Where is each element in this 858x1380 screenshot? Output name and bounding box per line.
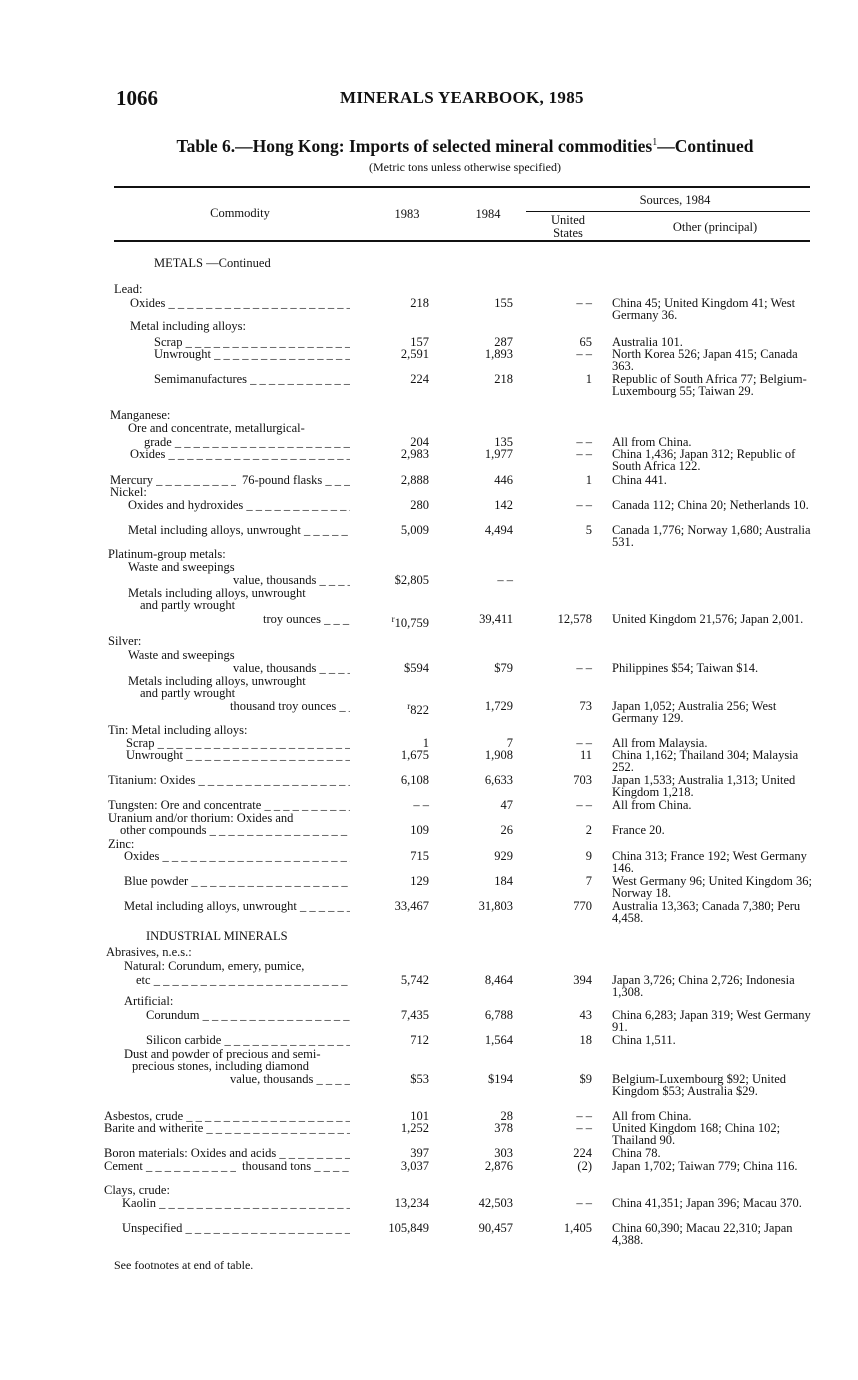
value-1984: 155	[494, 296, 513, 310]
value-united-states: – –	[576, 736, 592, 750]
commodity-label: Dust and powder of precious and semi-	[124, 1048, 321, 1061]
value-other-principal: France 20.	[612, 823, 665, 837]
row-label-wrap	[122, 1197, 350, 1210]
footnote: See footnotes at end of table.	[114, 1258, 254, 1272]
value-united-states: 1,405	[563, 1221, 592, 1235]
table-row	[0, 748, 858, 774]
row-label-wrap	[110, 486, 520, 499]
commodity-label: Mercury _ _ _	[110, 474, 236, 487]
row-label-wrap	[122, 1222, 350, 1235]
table-title: Table 6.—Hong Kong: Imports of selected mineral commodities$^1$—Continued	[176, 136, 754, 156]
value-1983: 5,742	[400, 973, 429, 987]
commodity-label: Tungsten: Ore and concentrate _ _ _	[108, 799, 350, 812]
table-row	[0, 635, 858, 649]
commodity-label: Artificial:	[124, 995, 174, 1008]
value-1983: 397	[410, 1146, 429, 1160]
value-other-principal: United Kingdom 21,576; Japan 2,001.	[612, 612, 804, 626]
table-row	[0, 523, 858, 549]
row-label-wrap	[104, 1122, 350, 1135]
value-1984: 303	[494, 1146, 513, 1160]
value-1984: 1,977	[484, 447, 513, 461]
value-1984: 6,633	[484, 773, 513, 787]
value-1984: – –	[497, 573, 513, 587]
value-other-principal: Republic of South Africa 77; Belgium-Luxembourg 55; Taiwan 29.	[612, 372, 807, 398]
revised-value: 822	[410, 703, 429, 718]
row-label-wrap	[108, 799, 350, 812]
table-row	[0, 283, 858, 297]
value-1984: 1,564	[484, 1033, 513, 1047]
row-label-wrap	[104, 1184, 520, 1197]
rule-sources	[526, 211, 810, 212]
row-label-wrap	[146, 1009, 350, 1022]
value-1984: 218	[494, 372, 513, 386]
commodity-label: Metals including alloys, unwrought	[128, 675, 306, 688]
value-1983: $594	[404, 661, 429, 675]
value-united-states: $9	[579, 1072, 592, 1086]
value-united-states: – –	[576, 498, 592, 512]
commodity-label: and partly wrought	[140, 599, 236, 612]
table-row	[0, 899, 858, 925]
row-label-wrap	[230, 700, 350, 713]
row-label-wrap	[136, 974, 350, 987]
value-other-principal: Japan 3,726; China 2,726; Indonesia 1,308.	[612, 973, 795, 999]
value-other-principal: China 1,162; Thailand 304; Malaysia 252.	[612, 748, 799, 774]
commodity-label: Asbestos, crude _ _ _	[104, 1110, 350, 1123]
value-1983: 33,467	[394, 899, 429, 913]
section-metals: METALS —Continued	[154, 256, 271, 270]
row-label-wrap	[108, 724, 520, 737]
table-row	[0, 372, 858, 398]
value-1983: 224	[410, 372, 429, 386]
commodity-label: troy ounces _ _ _	[263, 613, 350, 626]
commodity-label: Oxides _ _ _	[130, 448, 350, 461]
commodity-label: Oxides _ _ _	[124, 850, 350, 863]
row-label-wrap	[154, 348, 350, 361]
value-other-principal: China 6,283; Japan 319; West Germany 91.	[612, 1008, 811, 1034]
value-1983: 6,108	[400, 773, 429, 787]
value-1984: 39,411	[479, 612, 513, 626]
row-label-wrap	[124, 875, 350, 888]
table-row	[0, 447, 858, 473]
value-1983: 105,849	[388, 1221, 429, 1235]
row-label-wrap	[130, 320, 520, 333]
revised-marker: r	[391, 614, 395, 624]
page-number: 1066	[116, 86, 158, 110]
value-1983	[407, 700, 429, 717]
table-row	[0, 824, 858, 838]
commodity-label: Metal including alloys, unwrought _ _ _	[124, 900, 350, 913]
table-row	[0, 849, 858, 875]
value-united-states: 11	[579, 748, 592, 762]
table-row	[0, 995, 858, 1009]
value-1984: 929	[494, 849, 513, 863]
table-row	[0, 548, 858, 562]
value-1984: 31,803	[478, 899, 513, 913]
commodity-label: Scrap _ _ _	[126, 737, 350, 750]
value-1983: 109	[410, 823, 429, 837]
row-label-wrap	[140, 687, 520, 700]
value-1984: 26	[500, 823, 513, 837]
value-1984: 446	[494, 473, 513, 487]
value-1984: 42,503	[478, 1196, 513, 1210]
commodity-label: precious stones, including diamond	[132, 1060, 310, 1073]
commodity-label: Nickel:	[110, 486, 147, 499]
commodity-label: Waste and sweepings	[128, 649, 235, 662]
commodity-label: value, thousands _ _ _	[233, 574, 350, 587]
row-label-wrap	[128, 499, 350, 512]
value-other-principal: Belgium-Luxembourg $92; United Kingdom $53; Australia $29.	[612, 1072, 787, 1098]
table-row	[0, 1197, 858, 1211]
value-other-principal: China 313; France 192; West Germany 146.	[612, 849, 807, 875]
value-1984: 287	[494, 335, 513, 349]
value-other-principal: China 1,436; Japan 312; Republic of South Africa 122.	[612, 447, 796, 473]
value-1984: 135	[494, 435, 513, 449]
value-1983: 3,037	[400, 1159, 429, 1173]
commodity-label: Oxides and hydroxides _ _ _	[128, 499, 350, 512]
rule-header-bottom	[114, 240, 810, 242]
value-1984: 7	[506, 736, 513, 750]
row-label-wrap	[128, 422, 520, 435]
value-1983: 280	[410, 498, 429, 512]
table-row	[0, 1034, 858, 1048]
table-row	[0, 612, 858, 631]
value-1984: 28	[500, 1109, 513, 1123]
table-row	[0, 699, 858, 725]
value-other-principal: Japan 1,702; Taiwan 779; China 116.	[612, 1159, 798, 1173]
row-label-wrap	[108, 635, 520, 648]
unit-label-wrap	[242, 1160, 350, 1173]
value-united-states: 224	[573, 1146, 592, 1160]
value-1983: 204	[410, 435, 429, 449]
row-label-wrap	[130, 297, 350, 310]
table-row	[0, 662, 858, 676]
header-1983: 1983	[394, 207, 420, 221]
row-label-wrap	[124, 995, 520, 1008]
section-industrial: INDUSTRIAL MINERALS	[146, 929, 288, 943]
value-1983: 5,009	[400, 523, 429, 537]
value-united-states: 9	[585, 849, 592, 863]
table-row	[0, 499, 858, 513]
row-label-wrap	[128, 561, 520, 574]
commodity-label: Corundum _ _ _	[146, 1009, 350, 1022]
value-other-principal: United Kingdom 168; China 102; Thailand 90.	[612, 1121, 781, 1147]
table-subtitle: (Metric tons unless otherwise specified)	[369, 160, 561, 174]
commodity-label: Cement _ _ _	[104, 1160, 236, 1173]
value-united-states: 5	[585, 523, 592, 537]
table-row	[0, 773, 858, 799]
value-1983: 1,252	[400, 1121, 429, 1135]
commodity-label: Kaolin _ _ _	[122, 1197, 350, 1210]
value-united-states: – –	[576, 661, 592, 675]
value-united-states: 73	[579, 699, 592, 713]
value-other-principal: Australia 101.	[612, 335, 683, 349]
table-row	[0, 296, 858, 322]
value-1983: 157	[410, 335, 429, 349]
commodity-label: Metals including alloys, unwrought	[128, 587, 306, 600]
value-other-principal: China 41,351; Japan 396; Macau 370.	[612, 1196, 802, 1210]
commodity-label: value, thousands _ _ _	[233, 662, 350, 675]
running-head: MINERALS YEARBOOK, 1985	[340, 88, 584, 107]
value-1983: 13,234	[394, 1196, 429, 1210]
rule-top	[114, 186, 810, 188]
row-label-wrap	[230, 1073, 350, 1086]
row-label-wrap	[146, 1034, 350, 1047]
value-1983: 7,435	[400, 1008, 429, 1022]
value-1983: – –	[413, 798, 429, 812]
commodity-label: Tin: Metal including alloys:	[108, 724, 248, 737]
value-1984: 184	[494, 874, 513, 888]
title-footnote-ref: 1	[652, 137, 658, 149]
header-commodity: Commodity	[210, 206, 270, 220]
commodity-label: Blue powder _ _ _	[124, 875, 350, 888]
table-row	[0, 422, 858, 436]
value-1983: 218	[410, 296, 429, 310]
commodity-label: Lead:	[114, 283, 143, 296]
value-united-states: – –	[576, 1109, 592, 1123]
commodity-label: value, thousands _ _ _	[230, 1073, 350, 1086]
commodity-label: Scrap _ _ _	[154, 336, 350, 349]
value-united-states: – –	[576, 1121, 592, 1135]
value-united-states: 703	[573, 773, 592, 787]
value-other-principal: Australia 13,363; Canada 7,380; Peru 4,458.	[612, 899, 801, 925]
value-other-principal: Japan 1,533; Australia 1,313; United Kingdom 1,218.	[612, 773, 796, 799]
commodity-label: Semimanufactures _ _ _	[154, 373, 350, 386]
row-label-wrap	[233, 662, 350, 675]
table-row	[0, 946, 858, 960]
row-label-wrap	[154, 373, 350, 386]
commodity-label: Oxides _ _ _	[130, 297, 350, 310]
value-1984: 47	[500, 798, 513, 812]
value-1983: $2,805	[394, 573, 429, 587]
commodity-label: Unspecified _ _ _	[122, 1222, 350, 1235]
value-united-states: – –	[576, 798, 592, 812]
commodity-label: and partly wrought	[140, 687, 236, 700]
table-row	[0, 799, 858, 813]
value-1983: 2,983	[400, 447, 429, 461]
commodity-label: Unwrought _ _ _	[154, 348, 350, 361]
commodity-label: etc _ _ _	[136, 974, 350, 987]
row-label-wrap	[124, 900, 350, 913]
revised-marker: r	[407, 701, 411, 711]
row-label-wrap	[106, 946, 520, 959]
table-row	[0, 1160, 858, 1174]
row-label-wrap	[126, 749, 350, 762]
value-1983: 715	[410, 849, 429, 863]
commodity-label: Waste and sweepings	[128, 561, 235, 574]
value-1983: 1,675	[400, 748, 429, 762]
table-row	[0, 320, 858, 334]
value-other-principal: North Korea 526; Japan 415; Canada 363.	[612, 347, 798, 373]
value-1984: 8,464	[484, 973, 513, 987]
value-1984: $79	[494, 661, 513, 675]
value-other-principal: West Germany 96; United Kingdom 36; Norway 18.	[612, 874, 813, 900]
table-row	[0, 724, 858, 738]
table-row	[0, 1121, 858, 1147]
value-united-states: – –	[576, 435, 592, 449]
table-row	[0, 574, 858, 588]
row-label-wrap	[124, 850, 350, 863]
table-row	[0, 347, 858, 373]
row-label-wrap	[130, 448, 350, 461]
value-other-principal: Philippines $54; Taiwan $14.	[612, 661, 759, 675]
value-1983	[392, 613, 429, 630]
value-1984: 6,788	[484, 1008, 513, 1022]
value-1983: 1	[422, 736, 429, 750]
unit-label: 76-pound flasks _ _ _	[242, 474, 350, 487]
value-united-states: 1	[585, 372, 592, 386]
commodity-label: Barite and witherite _ _ _	[104, 1122, 350, 1135]
value-united-states: – –	[576, 1196, 592, 1210]
table-row	[0, 599, 858, 613]
commodity-label: Titanium: Oxides _ _ _	[108, 774, 350, 787]
table-row	[0, 973, 858, 999]
commodity-label: Ore and concentrate, metallurgical-	[128, 422, 305, 435]
table-row	[0, 1072, 858, 1098]
row-label-wrap	[124, 960, 520, 973]
table-row	[0, 409, 858, 423]
commodity-label: Metal including alloys:	[130, 320, 246, 333]
value-other-principal: China 60,390; Macau 22,310; Japan 4,388.	[612, 1221, 793, 1247]
header-sources: Sources, 1984	[639, 193, 711, 207]
value-united-states: – –	[576, 347, 592, 361]
value-other-principal: All from China.	[612, 435, 692, 449]
row-label-wrap	[233, 574, 350, 587]
row-label-wrap	[128, 649, 520, 662]
commodity-label: Metal including alloys, unwrought _ _ _	[128, 524, 350, 537]
row-label-wrap	[140, 599, 520, 612]
value-1984: 2,876	[484, 1159, 513, 1173]
row-label-wrap	[108, 774, 350, 787]
value-other-principal: All from China.	[612, 1109, 692, 1123]
revised-value: 10,759	[394, 616, 429, 631]
commodity-label: Zinc:	[108, 838, 135, 851]
commodity-label: Uranium and/or thorium: Oxides and	[108, 812, 294, 825]
value-other-principal: China 441.	[612, 473, 667, 487]
value-united-states: 12,578	[557, 612, 592, 626]
value-other-principal: Canada 112; China 20; Netherlands 10.	[612, 498, 809, 512]
table-row	[0, 874, 858, 900]
value-1984: 378	[494, 1121, 513, 1135]
value-other-principal: All from China.	[612, 798, 692, 812]
commodity-label: Manganese:	[110, 409, 171, 422]
value-1984: $194	[488, 1072, 513, 1086]
table-row	[0, 1221, 858, 1247]
value-united-states: – –	[576, 296, 592, 310]
value-united-states: 1	[585, 473, 592, 487]
value-united-states: 65	[579, 335, 592, 349]
header-1984: 1984	[475, 207, 501, 221]
row-label-wrap	[104, 1147, 350, 1160]
value-united-states: 7	[585, 874, 592, 888]
row-label-wrap	[128, 524, 350, 537]
value-united-states: 2	[585, 823, 592, 837]
value-1984: 1,908	[484, 748, 513, 762]
value-other-principal: Canada 1,776; Norway 1,680; Australia 531.	[612, 523, 811, 549]
value-1984: 142	[494, 498, 513, 512]
row-label-wrap	[110, 409, 520, 422]
commodity-label: Platinum-group metals:	[108, 548, 226, 561]
table-row	[0, 1008, 858, 1034]
header-united-states: United States	[550, 213, 586, 240]
value-united-states: 18	[579, 1033, 592, 1047]
row-label-wrap	[132, 1060, 520, 1073]
commodity-label: Silver:	[108, 635, 142, 648]
header-other-principal: Other (principal)	[672, 220, 758, 234]
value-1983: 712	[410, 1033, 429, 1047]
row-label-wrap	[114, 283, 520, 296]
commodity-label: Abrasives, n.e.s.:	[106, 946, 192, 959]
commodity-label: thousand troy ounces _ _ _	[230, 700, 350, 713]
value-other-principal: All from Malaysia.	[612, 736, 708, 750]
value-united-states: 43	[579, 1008, 592, 1022]
table-row	[0, 561, 858, 575]
value-1984: 1,729	[484, 699, 513, 713]
commodity-label: Boron materials: Oxides and acids _ _ _	[104, 1147, 350, 1160]
row-label-wrap	[104, 1160, 236, 1173]
value-1984: 90,457	[478, 1221, 513, 1235]
commodity-label: grade _ _ _	[144, 436, 350, 449]
commodity-label: Clays, crude:	[104, 1184, 170, 1197]
unit-label: thousand tons _ _ _	[242, 1160, 350, 1173]
value-other-principal: China 45; United Kingdom 41; West Germany 36.	[612, 296, 796, 322]
value-other-principal: China 78.	[612, 1146, 661, 1160]
row-label-wrap	[120, 824, 350, 837]
value-1983: 129	[410, 874, 429, 888]
value-1983: $53	[410, 1072, 429, 1086]
value-1983: 2,888	[400, 473, 429, 487]
table-row	[0, 960, 858, 974]
value-united-states: (2)	[577, 1159, 592, 1173]
value-united-states: 394	[573, 973, 592, 987]
commodity-label: Natural: Corundum, emery, pumice,	[124, 960, 305, 973]
row-label-wrap	[108, 548, 520, 561]
value-united-states: 770	[573, 899, 592, 913]
value-united-states: – –	[576, 447, 592, 461]
commodity-label: Unwrought _ _ _	[126, 749, 350, 762]
value-1984: 4,494	[484, 523, 513, 537]
commodity-label: other compounds _ _ _	[120, 824, 350, 837]
row-label-wrap	[263, 613, 350, 626]
value-other-principal: China 1,511.	[612, 1033, 676, 1047]
value-1984: 1,893	[484, 347, 513, 361]
value-other-principal: Japan 1,052; Australia 256; West Germany 129.	[612, 699, 777, 725]
commodity-label: Silicon carbide _ _ _	[146, 1034, 350, 1047]
value-1983: 101	[410, 1109, 429, 1123]
value-1983: 2,591	[400, 347, 429, 361]
